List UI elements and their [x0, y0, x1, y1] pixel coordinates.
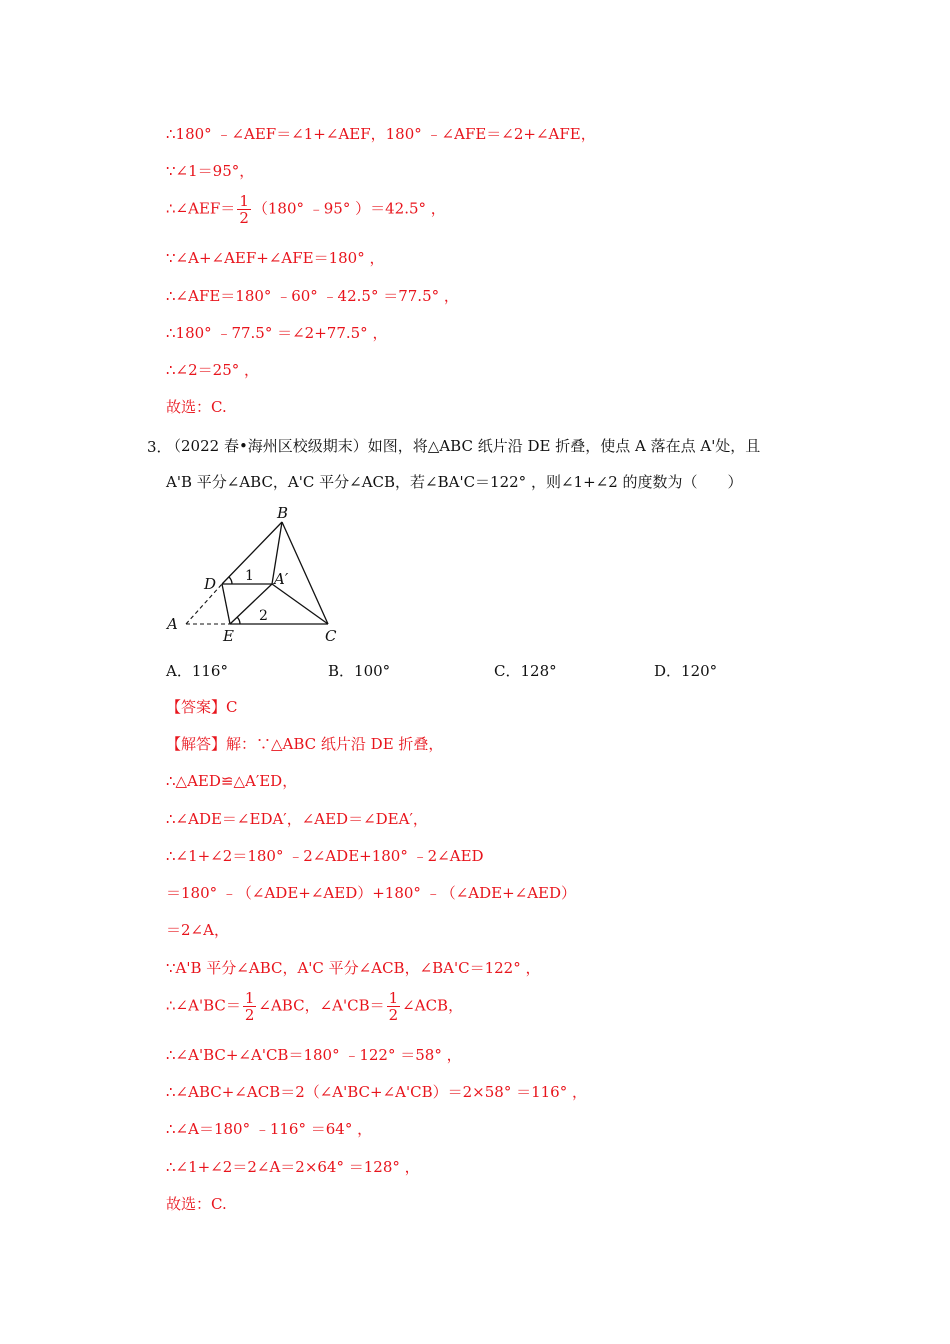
fraction-one-half	[237, 193, 251, 226]
solution-line: ∴180° ﹣∠AEF＝∠1+∠AEF，180° ﹣∠AFE＝∠2+∠AFE，	[166, 125, 596, 143]
label-B: B	[277, 504, 289, 522]
solution-line: ∴∠ADE＝∠EDA′，∠AED＝∠DEA′，	[166, 810, 428, 828]
segment-DE	[222, 584, 230, 624]
option-a: A．116°	[166, 662, 228, 680]
angle-1-arc	[229, 577, 232, 584]
solution-line: ∵A'B 平分∠ABC，A'C 平分∠ACB，∠BA'C＝122° ，	[166, 959, 541, 977]
option-b: B．100°	[328, 662, 391, 680]
option-d: D．120°	[654, 662, 718, 680]
solution-line-fraction	[166, 193, 446, 226]
solution-line: ＝2∠A，	[166, 921, 229, 939]
angle-2-arc	[237, 617, 240, 624]
text: ∴∠AEF＝	[166, 199, 236, 218]
solution-line: ∴∠ABC+∠ACB＝2（∠A'BC+∠A'CB）＝2×58° ＝116° ，	[166, 1083, 587, 1101]
solution-line: ∴180° ﹣77.5° ＝∠2+77.5° ，	[166, 324, 388, 342]
fraction-one-half	[243, 990, 257, 1023]
text: ∴∠A'BC＝	[166, 996, 241, 1015]
text: ∠ABC，∠A'CB＝	[258, 996, 385, 1015]
numerator: 1	[388, 989, 399, 1007]
solution-line: ∴∠2＝25° ，	[166, 361, 260, 379]
solution-line: ∴△AED≌△A′ED，	[166, 772, 298, 790]
choice-line: 故选：C.	[166, 1195, 227, 1213]
text: ∠ACB，	[402, 996, 464, 1015]
numerator: 1	[239, 192, 249, 210]
solution-line: ∴∠A＝180° ﹣116° ＝64° ，	[166, 1120, 373, 1138]
label-A: A	[167, 615, 178, 633]
solution-line: ∴∠A'BC+∠A'CB＝180° ﹣122° ＝58° ，	[166, 1046, 462, 1064]
label-D: D	[204, 575, 217, 593]
question-text: （2022 春•海州区校级期末）如图，将△ABC 纸片沿 DE 折叠，使点 A 落在点 A'处，且	[166, 437, 761, 455]
solution-line: ＝180° ﹣（∠ADE+∠AED）+180° ﹣（∠ADE+∠AED）	[166, 884, 577, 902]
numerator: 1	[244, 989, 255, 1007]
fraction-one-half	[387, 990, 401, 1023]
question-number: 3．	[147, 438, 172, 456]
label-E: E	[223, 627, 234, 645]
solution-line: 【解答】解：∵△ABC 纸片沿 DE 折叠，	[166, 735, 444, 753]
label-angle-2: 2	[259, 608, 268, 624]
triangle-fold-figure	[160, 500, 360, 648]
label-A-prime: A′	[274, 570, 289, 588]
solution-line: ∵∠1＝95°，	[166, 162, 255, 180]
denominator: 2	[244, 1006, 255, 1024]
label-angle-1: 1	[245, 568, 254, 584]
question-text: A'B 平分∠ABC，A'C 平分∠ACB，若∠BA'C＝122° ，则∠1+∠2 的度数为（ ）	[166, 473, 743, 491]
label-C: C	[325, 627, 337, 645]
solution-line: ∵∠A+∠AEF+∠AFE＝180° ，	[166, 249, 385, 267]
solution-line: ∴∠AFE＝180° ﹣60° ﹣42.5° ＝77.5° ，	[166, 287, 459, 305]
solution-line: ∴∠1+∠2＝2∠A＝2×64° ＝128° ，	[166, 1158, 420, 1176]
denominator: 2	[239, 209, 249, 227]
choice-line: 故选：C.	[166, 398, 227, 416]
solution-line-fraction	[166, 990, 463, 1023]
option-c: C．128°	[494, 662, 557, 680]
answer-label: 【答案】C	[166, 698, 238, 716]
segment-BC	[282, 522, 328, 624]
text: （180° ﹣95° ）＝42.5° ，	[252, 199, 446, 218]
solution-line: ∴∠1+∠2＝180° ﹣2∠ADE+180° ﹣2∠AED	[166, 847, 484, 865]
denominator: 2	[388, 1006, 399, 1024]
